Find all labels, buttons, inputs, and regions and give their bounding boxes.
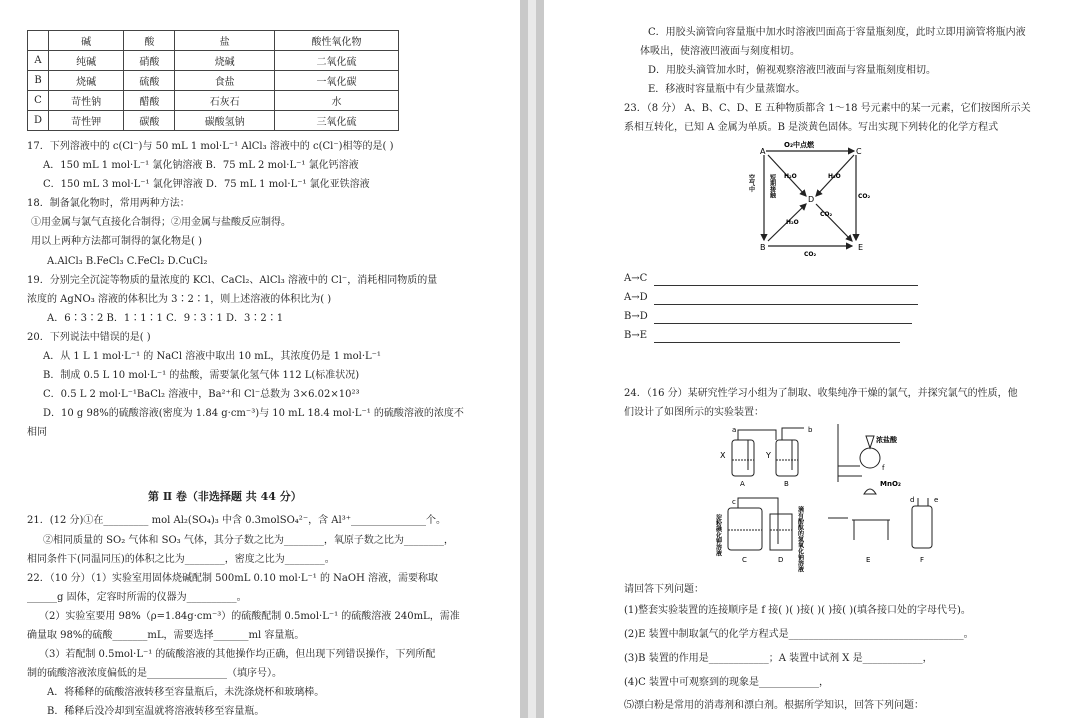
table-cell: 苛性钾: [49, 111, 124, 131]
table-row: [28, 71, 399, 91]
answer-b-e: B→E: [624, 330, 648, 341]
apparatus-diagram: [714, 422, 954, 572]
answer-a-c: A→C: [624, 273, 648, 284]
q22-part1-cont: ______g 固体，定容时所需的仪器为__________。: [27, 592, 247, 603]
table-header-cell: 碱: [49, 31, 124, 51]
vessel-f: F: [920, 556, 925, 564]
edge-label-be: CO₂: [804, 251, 817, 258]
question-21: 21．(12 分)①在_________ mol Al₂(SO₄)₃ 中含 0.3molSO₄²⁻，含 Al³⁺_______________个。: [27, 515, 446, 526]
table-header-row: [28, 31, 399, 51]
q20-option-c: C．0.5 L 2 mol·L⁻¹BaCl₂ 溶液中，Ba²⁺和 Cl⁻总数为 3×6.02×10²³: [43, 389, 360, 400]
answer-line: [654, 285, 918, 286]
edge-label-bd: H₂O: [786, 219, 799, 226]
question-24: 24．（16 分）某研究性学习小组为了制取、收集纯净干燥的氯气，并探究氯气的性质，他: [624, 388, 1018, 399]
q20-option-d: D．10 g 98%的硫酸溶液(密度为 1.84 g·cm⁻³)与 10 mL 18.4 mol·L⁻¹ 的硫酸溶液的浓度不: [43, 408, 464, 419]
q21-part2-cont: 相同条件下(同温同压)的体积之比为________，密度之比为________。: [27, 554, 335, 565]
port-c: c: [732, 498, 736, 506]
liquid-c-label: 淀粉碘化钾溶液: [714, 514, 722, 556]
port-a: a: [732, 426, 737, 434]
q18-prompt: 用以上两种方法都可制得的氯化物是( ): [31, 236, 202, 247]
question-23: 23．（8 分） A、B、C、D、E 五种物质都含 1～18 号元素中的某一元素，它们按图所示关: [624, 103, 1031, 114]
node-d: D: [808, 195, 815, 204]
table-row: [28, 91, 399, 111]
table-cell: 醋酸: [124, 91, 175, 111]
answer-line: [654, 304, 918, 305]
table-cell: B: [28, 71, 49, 91]
question-18: 18．制备氯化物时，常用两种方法：: [27, 198, 190, 209]
table-cell: 苛性钠: [49, 91, 124, 111]
answer-line: [654, 342, 900, 343]
section-title: 第 Ⅱ 卷（非选择题 共 44 分）: [148, 490, 302, 503]
table-cell: 一氧化碳: [275, 71, 399, 91]
table-row: [28, 51, 399, 71]
table-cell: 碳酸: [124, 111, 175, 131]
edge-label-ac: O₂中点燃: [784, 141, 815, 149]
q23-cont: 系相互转化，已知 A 金属为单质。B 是淡黄色固体。写出实现下列转化的化学方程式: [624, 122, 999, 133]
table-cell: 硝酸: [124, 51, 175, 71]
edge-label-ce: CO₂: [858, 193, 871, 200]
q24-part3: (3)B 装置的作用是____________；A 装置中试剂 X 是____________，: [624, 653, 933, 664]
q22-part2: （2）实验室要用 98%（ρ=1.84g·cm⁻³）的硫酸配制 0.5mol·L⁻¹ 的硫酸溶液 240mL，需准: [39, 611, 460, 622]
q22-option-c-cont: 体吸出，使溶液凹液面与刻度相切。: [640, 46, 800, 57]
vessel-d: D: [778, 556, 784, 564]
answer-a-d: A→D: [624, 292, 648, 303]
q20-option-a: A．从 1 L 1 mol·L⁻¹ 的 NaCl 溶液中取出 10 mL，其浓度仍是 1 mol·L⁻¹: [43, 351, 381, 362]
label-concentrated-hcl: 浓盐酸: [876, 436, 897, 444]
port-f: f: [882, 464, 885, 472]
table-header-cell: 酸: [124, 31, 175, 51]
page-gutter: [520, 0, 544, 718]
q22-option-c: C．用胶头滴管向容量瓶中加水时溶液凹面高于容量瓶刻度，此时立即用滴管将瓶内液: [648, 27, 1026, 38]
label-mno2: MnO₂: [880, 480, 901, 488]
table-cell: 石灰石: [175, 91, 275, 111]
label-y: Y: [766, 451, 771, 460]
edge-label-ad: H₂O: [784, 173, 797, 180]
q22-part3: （3）若配制 0.5mol·L⁻¹ 的硫酸溶液的其他操作均正确，但出现下列错误操作，下列所配: [39, 649, 436, 660]
answer-line: [654, 323, 912, 324]
table-cell: 水: [275, 91, 399, 111]
q20-option-d-cont: 相同: [27, 427, 47, 438]
answer-b-d: B→D: [624, 311, 648, 322]
table-cell: 纯碱: [49, 51, 124, 71]
table-header-cell: 盐: [175, 31, 275, 51]
question-17: 17．下列溶液中的 c(Cl⁻)与 50 mL 1 mol·L⁻¹ AlCl₃ 溶液中的 c(Cl⁻)相等的是( ): [27, 141, 394, 152]
table-header-cell: 酸性氧化物: [275, 31, 399, 51]
question-22: 22．（10 分）（1）实验室用固体烧碱配制 500mL 0.10 mol·L⁻¹ 的 NaOH 溶液，需要称取: [27, 573, 438, 584]
q24-part2: (2)E 装置中制取氯气的化学方程式是___________________________________。: [624, 629, 974, 640]
q19-options: A．6∶3∶2 B．1∶1∶1 C．9∶3∶1 D．3∶2∶1: [47, 313, 284, 324]
edge-label-de: CO₂: [820, 211, 833, 218]
edge-label-ab-1: 空气中: [747, 174, 755, 192]
q20-option-b: B．制成 0.5 L 10 mol·L⁻¹ 的盐酸，需要氯化氢气体 112 L(标准状况): [43, 370, 360, 381]
q17-options-cd: C．150 mL 3 mol·L⁻¹ 氯化钾溶液 D．75 mL 1 mol·L⁻¹ 氯化亚铁溶液: [43, 179, 370, 190]
classification-table: [27, 30, 399, 131]
q21-part2: ②相同质量的 SO₂ 气体和 SO₃ 气体，其分子数之比为________，氧原子数之比为________，: [43, 535, 454, 546]
port-e: e: [934, 496, 939, 504]
q18-options: A.AlCl₃ B.FeCl₃ C.FeCl₂ D.CuCl₂: [47, 256, 208, 267]
q22-option-d: D．用胶头滴管加水时，俯视观察溶液凹液面与容量瓶刻度相切。: [648, 65, 937, 76]
vessel-e: E: [866, 556, 871, 564]
table-cell: 烧碱: [175, 51, 275, 71]
q22-part2-cont: 确量取 98%的硫酸_______mL，需要选择_______ml 容量瓶。: [27, 630, 305, 641]
table-cell: 硫酸: [124, 71, 175, 91]
port-b: b: [808, 426, 813, 434]
q24-part5: ⑸漂白粉是常用的消毒剂和漂白剂。根据所学知识，回答下列问题：: [624, 700, 924, 711]
label-x: X: [720, 451, 726, 460]
table-cell: 二氧化硫: [275, 51, 399, 71]
q24-part4: (4)C 装置中可观察到的现象是____________，: [624, 677, 829, 688]
table-cell: 三氧化硫: [275, 111, 399, 131]
node-e: E: [858, 243, 864, 252]
edge-label-cd: H₂O: [828, 173, 841, 180]
question-20: 20．下列说法中错误的是( ): [27, 332, 151, 343]
vessel-a: A: [740, 480, 745, 488]
vessel-b: B: [784, 480, 789, 488]
conversion-diagram: [747, 138, 871, 258]
liquid-d-label: 滴有酚酞的氢氧化钠溶液: [796, 506, 804, 572]
q18-methods: ①用金属与氯气直接化合制得；②用金属与盐酸反应制得。: [31, 217, 291, 228]
node-b: B: [760, 243, 766, 252]
q17-options-ab: A．150 mL 1 mol·L⁻¹ 氯化钠溶液 B．75 mL 2 mol·L⁻¹ 氯化钙溶液: [43, 160, 359, 171]
table-cell: D: [28, 111, 49, 131]
vessel-c: C: [742, 556, 747, 564]
table-cell: 碳酸氢钠: [175, 111, 275, 131]
q22-option-a: A．将稀释的硫酸溶液转移至容量瓶后，未洗涤烧杯和玻璃棒。: [47, 687, 325, 698]
left-page: [0, 0, 520, 718]
table-cell: A: [28, 51, 49, 71]
node-c: C: [856, 147, 862, 156]
q24-cont: 们设计了如图所示的实验装置：: [624, 407, 764, 418]
q24-part1: (1)整套实验装置的连接顺序是 f 接( )( )接( )( )接( )(填各接口处的字母代号)。: [624, 605, 971, 616]
port-d: d: [910, 496, 915, 504]
table-row: [28, 111, 399, 131]
table-header-cell: [28, 31, 49, 51]
question-19: 19．分别完全沉淀等物质的量浓度的 KCl、CaCl₂、AlCl₃ 溶液中的 Cl⁻，消耗相同物质的量: [27, 275, 438, 286]
q22-option-b: B．稀释后没冷却到室温就将溶液转移至容量瓶。: [47, 706, 265, 717]
table-cell: 食盐: [175, 71, 275, 91]
q19-cont: 浓度的 AgNO₃ 溶液的体积比为 3∶2∶1，则上述溶液的体积比为( ): [27, 294, 332, 305]
right-page: [544, 0, 1070, 718]
node-a: A: [760, 147, 766, 156]
q22-option-e: E．移液时容量瓶中有少量蒸馏水。: [648, 84, 806, 95]
q22-part3-cont: 制的硫酸溶液浓度偏低的是________________（填序号）。: [27, 668, 282, 679]
q24-intro: 请回答下列问题：: [624, 584, 704, 595]
table-cell: 烧碱: [49, 71, 124, 91]
table-cell: C: [28, 91, 49, 111]
edge-label-ab-2: 短期接触: [768, 174, 776, 198]
